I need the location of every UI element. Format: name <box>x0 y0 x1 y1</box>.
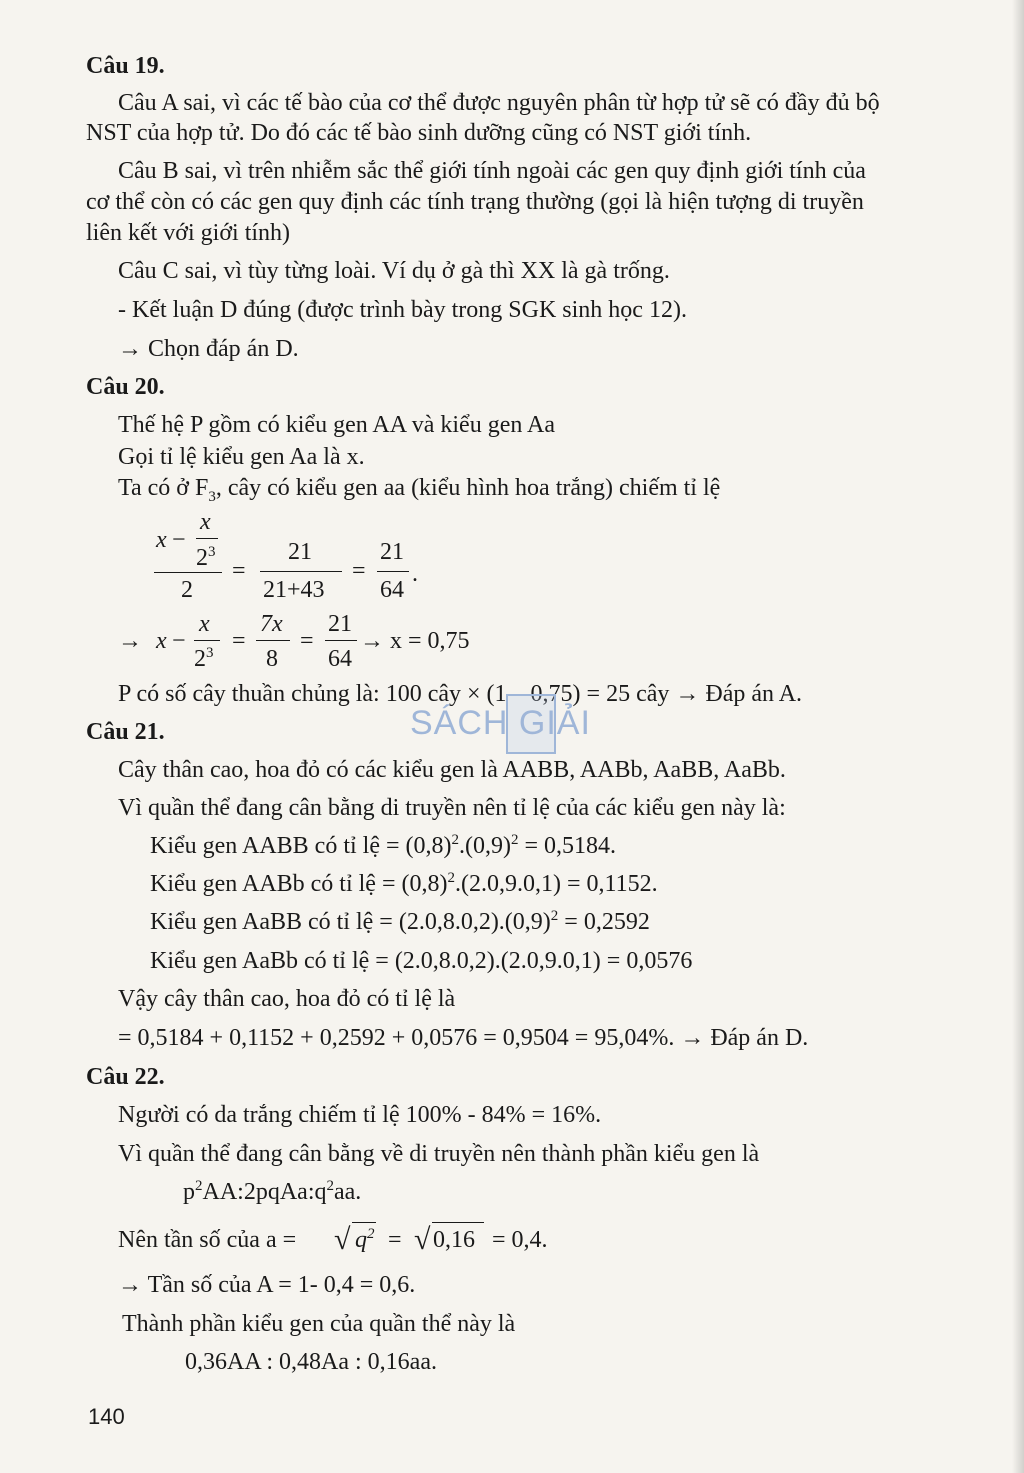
q21-genotype-aabb: Kiểu gen AABB có tỉ lệ = $(0,8)^2.(0,9)^2 = 0,5184$. <box>150 832 617 859</box>
q19-answer: → Chọn đáp án D. <box>118 336 299 362</box>
q21-genotype-aab-big: Kiểu gen AaBB có tỉ lệ = $(2.0,8.0,2).(0,9)^2 = 0,2592$ <box>150 908 650 935</box>
q20-line2: Gọi tỉ lệ kiểu gen Aa là x. <box>118 444 365 470</box>
q22-line7: 0,36AA : 0,48Aa : 0,16aa. <box>185 1349 437 1375</box>
q19-b-line3: liên kết với giới tính) <box>86 220 291 246</box>
watermark-logo <box>410 694 620 754</box>
textbook-page: Câu 19. Câu A sai, vì các tế bào của cơ thể được nguyên phân từ hợp tử sẽ có đầy đủ bộ NST của hợp tử. Do đó các tế bào sinh dưỡng cũng có NST giới tính. Câu B sai, vì trên nhiễm sắc thể giới tính ngoài các gen quy định giới tính của cơ thể còn có các gen quy định các tính trạng thường (gọi là hiện tượng di truyền liên kết với giới tính) Câu C sai, vì tùy từng loài. Ví dụ ở gà thì XX là gà trống. - Kết luận D đúng (được trình bày trong SGK sinh học 12). → Chọn đáp án D. Câu 20. Thế hệ P gồm có kiểu gen AA và kiểu gen Aa Gọi tỉ lệ kiểu gen Aa là x. Ta có ở $F_3$, cây có kiểu gen aa (kiểu hình hoa trắng) chiếm tỉ lệ x x − $2^3$ 2 = 21 21+43 = 21 64 . → x − x $2^3$ = 7x 8 = 21 64 → x = 0,75 P có số cây thuần chủng là: 100 cây × (1 – 0,75) = 25 cây → Đáp án A. SÁCH GIẢI Câu 21. Cây thân cao, hoa đỏ có các kiểu gen là AABB, AABb, AaBB, AaBb. Vì quần thể đang cân bằng di truyền nên tỉ lệ của các kiểu gen này là: Kiểu gen AABB có tỉ lệ = $(0,8)^2.(0,9)^2 = 0,5184$. Kiểu gen AABb có tỉ lệ = $(0,8)^2.(2.0,9.0,1) = 0,1152$. Kiểu gen AaBB có tỉ lệ = $(2.0,8.0,2).(0,9)^2 = 0,2592$ Kiểu gen AaBb có tỉ lệ = (2.0,8.0,2).(2.0,9.0,1) = 0,0576 Vậy cây thân cao, hoa đỏ có tỉ lệ là = 0,5184 + 0,1152 + 0,2592 + 0,0576 = 0,9504 = 95,04%. → Đáp án D. Câu 22. Người có da trắng chiếm tỉ lệ 100% - 84% = 16%. Vì quần thể đang cân bằng về di truyền nên thành phần kiểu gen là $p^2AA:2pqAa:q^2aa$. Nên tần số của a = √ $q^2$ = √ 0,16 = 0,4. → Tần số của A = 1- 0,4 = 0,6. Thành phần kiểu gen của quần thể này là 0,36AA : 0,48Aa : 0,16aa. 140 <box>0 0 1024 1473</box>
q19-a-line2: NST của hợp tử. Do đó các tế bào sinh dưỡng cũng có NST giới tính. <box>86 120 752 146</box>
q21-line2: Vì quần thể đang cân bằng di truyền nên tỉ lệ của các kiểu gen này là: <box>118 795 786 821</box>
page-number: 140 <box>88 1404 125 1429</box>
q20-line3: Ta có ở $F_3$, cây có kiểu gen aa (kiểu hình hoa trắng) chiếm tỉ lệ <box>118 475 721 505</box>
q19-b-line2: cơ thể còn có các gen quy định các tính trạng thường (gọi là hiện tượng di truyền <box>86 189 864 215</box>
q22-line5: → Tần số của A = 1- 0,4 = 0,6. <box>118 1272 416 1298</box>
q21-line4: = 0,5184 + 0,1152 + 0,2592 + 0,0576 = 0,9504 = 95,04%. → Đáp án D. <box>118 1025 809 1051</box>
q21-line1: Cây thân cao, hoa đỏ có các kiểu gen là AABB, AABb, AaBB, AaBb. <box>118 757 786 783</box>
watermark-text: SÁCH GIẢI <box>410 704 591 742</box>
q21-line3: Vậy cây thân cao, hoa đỏ có tỉ lệ là <box>118 986 456 1012</box>
page-edge-shadow <box>1012 0 1024 1473</box>
q19-d-line: - Kết luận D đúng (được trình bày trong SGK sinh học 12). <box>118 297 687 323</box>
q19-b-line1: Câu B sai, vì trên nhiễm sắc thể giới tính ngoài các gen quy định giới tính của <box>118 158 866 184</box>
q21-genotype-aabb-hetero: Kiểu gen AaBb có tỉ lệ = (2.0,8.0,2).(2.0,9.0,1) = 0,0576 <box>150 948 693 974</box>
q20-line1: Thế hệ P gồm có kiểu gen AA và kiểu gen Aa <box>118 412 556 438</box>
q21-genotype-aabb-small: Kiểu gen AABb có tỉ lệ = $(0,8)^2.(2.0,9.0,1) = 0,1152$. <box>150 870 658 897</box>
q20-heading: Câu 20. <box>86 374 165 400</box>
q22-heading: Câu 22. <box>86 1064 165 1090</box>
q22-line2: Vì quần thể đang cân bằng về di truyền nên thành phần kiểu gen là <box>118 1141 760 1167</box>
q19-c-line: Câu C sai, vì tùy từng loài. Ví dụ ở gà thì XX là gà trống. <box>118 258 670 284</box>
q22-line6: Thành phần kiểu gen của quần thể này là <box>122 1311 516 1337</box>
q19-a-line1: Câu A sai, vì các tế bào của cơ thể được nguyên phân từ hợp tử sẽ có đầy đủ bộ <box>118 90 880 116</box>
q22-line1: Người có da trắng chiếm tỉ lệ 100% - 84% = 16%. <box>118 1102 602 1128</box>
q22-line3: $p^2AA:2pqAa:q^2aa$. <box>183 1178 362 1205</box>
q20-answer: P có số cây thuần chủng là: 100 cây × (1 – 0,75) = 25 cây → Đáp án A. <box>118 681 803 707</box>
q19-heading: Câu 19. <box>86 53 165 79</box>
q21-heading: Câu 21. <box>86 719 165 745</box>
